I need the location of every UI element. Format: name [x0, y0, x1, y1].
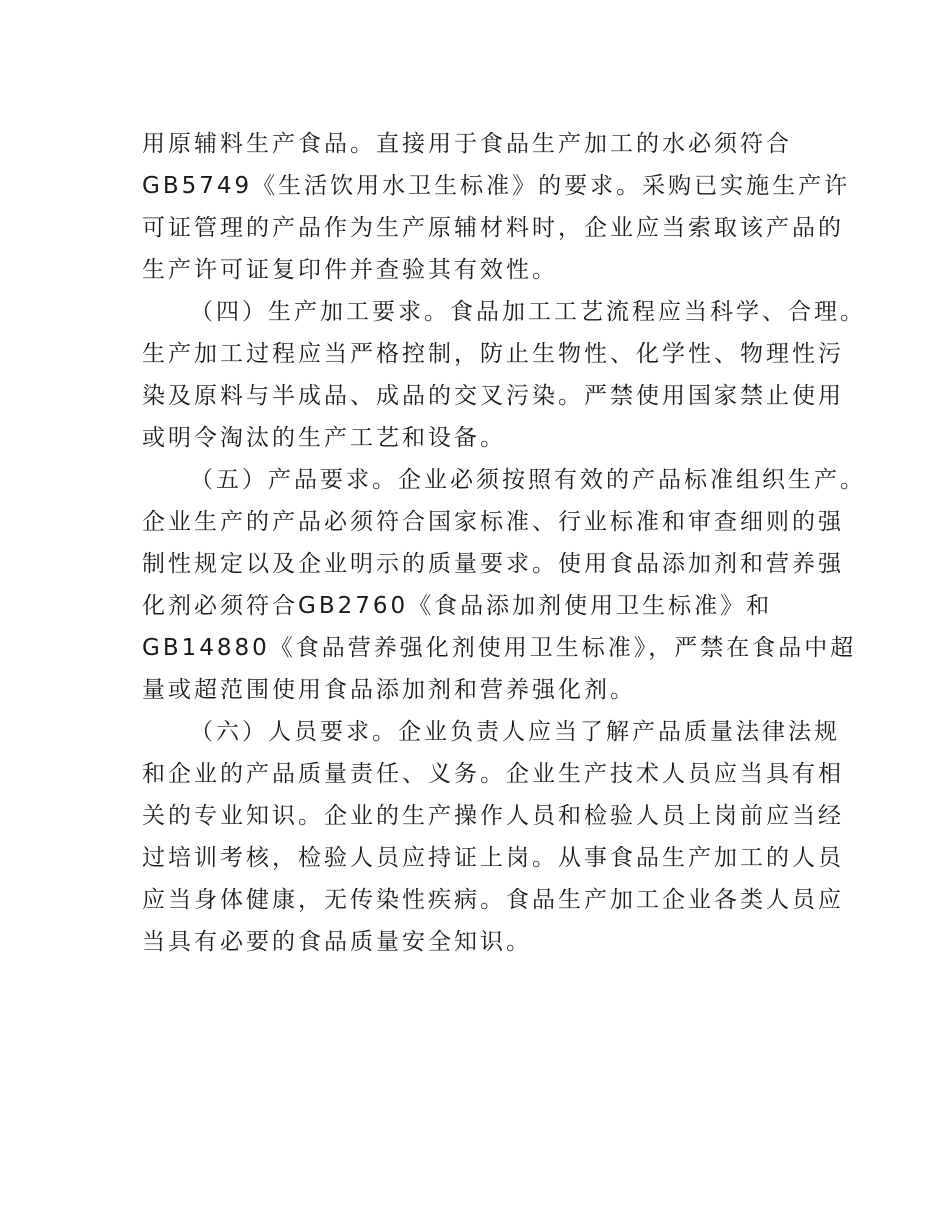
text-line: 生产加工过程应当严格控制，防止生物性、化学性、物理性污: [142, 341, 844, 367]
text-line: 和企业的产品质量责任、义务。企业生产技术人员应当具有相: [142, 761, 844, 787]
text-line: 或明令淘汰的生产工艺和设备。: [142, 425, 506, 451]
text-line: （六）人员要求。企业负责人应当了解产品质量法律法规: [190, 719, 840, 745]
text-line: GB14880《食品营养强化剂使用卫生标准》，严禁在食品中超: [142, 635, 857, 661]
text-line: 制性规定以及企业明示的质量要求。使用食品添加剂和营养强: [142, 551, 844, 577]
text-line: 染及原料与半成品、成品的交叉污染。严禁使用国家禁止使用: [142, 383, 844, 409]
para-processing-requirements: [142, 291, 866, 459]
text-line: 过培训考核，检验人员应持证上岗。从事食品生产加工的人员: [142, 845, 844, 871]
para-product-requirements: [142, 459, 866, 711]
text-line: 量或超范围使用食品添加剂和营养强化剂。: [142, 677, 636, 703]
text-line: 用原辅料生产食品。直接用于食品生产加工的水必须符合: [142, 131, 792, 157]
text-line: GB5749《生活饮用水卫生标准》的要求。采购已实施生产许: [142, 173, 851, 199]
text-line: 当具有必要的食品质量安全知识。: [142, 929, 532, 955]
document-body: [142, 123, 866, 963]
text-line: 关的专业知识。企业的生产操作人员和检验人员上岗前应当经: [142, 803, 844, 829]
para-raw-materials-cont: [142, 123, 851, 291]
text-line: （四）生产加工要求。食品加工工艺流程应当科学、合理。: [190, 299, 866, 325]
text-line: （五）产品要求。企业必须按照有效的产品标准组织生产。: [190, 467, 866, 493]
text-line: 应当身体健康，无传染性疾病。食品生产加工企业各类人员应: [142, 887, 844, 913]
text-line: 生产许可证复印件并查验其有效性。: [142, 257, 558, 283]
para-personnel-requirements: [142, 711, 844, 963]
text-line: 化剂必须符合GB2760《食品添加剂使用卫生标准》和: [142, 593, 773, 619]
text-line: 企业生产的产品必须符合国家标准、行业标准和审查细则的强: [142, 509, 844, 535]
text-line: 可证管理的产品作为生产原辅材料时，企业应当索取该产品的: [142, 215, 844, 241]
